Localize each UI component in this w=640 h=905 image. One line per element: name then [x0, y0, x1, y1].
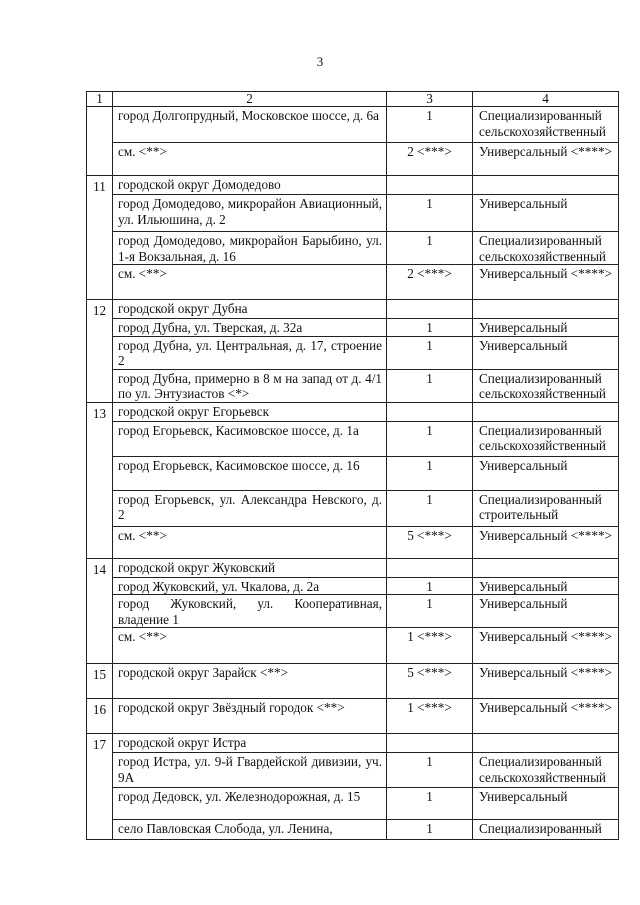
row-number [87, 595, 113, 628]
row-number: 17 [87, 734, 113, 753]
market-type: Универсальный [473, 595, 619, 628]
header-col-1: 1 [87, 92, 113, 107]
table-row [87, 490, 619, 526]
section-row [87, 734, 619, 753]
row-number [87, 336, 113, 369]
row-number [87, 319, 113, 337]
market-type: Универсальный [473, 456, 619, 490]
market-count: 1 <***> [387, 699, 473, 734]
market-type: Специализированный сельскохозяйственный [473, 232, 619, 265]
table-header-row [87, 92, 619, 107]
market-address: см. <**> [113, 628, 387, 664]
table-row [87, 143, 619, 176]
markets-table [86, 91, 619, 840]
market-type: Специализированный строительный [473, 490, 619, 526]
row-number: 11 [87, 176, 113, 195]
market-type: Универсальный <****> [473, 265, 619, 300]
market-address: город Истра, ул. 9-й Гвардейской дивизии, уч. 9А [113, 753, 387, 788]
district-name: городской округ Жуковский [113, 558, 387, 577]
header-col-3: 3 [387, 92, 473, 107]
market-address: город Жуковский, ул. Чкалова, д. 2а [113, 577, 387, 595]
district-name: городской округ Истра [113, 734, 387, 753]
table-row [87, 456, 619, 490]
market-count: 1 [387, 195, 473, 232]
market-count: 1 [387, 595, 473, 628]
market-address: город Егорьевск, Касимовское шоссе, д. 1а [113, 421, 387, 456]
row-number [87, 265, 113, 300]
market-count: 1 [387, 456, 473, 490]
market-type [473, 300, 619, 319]
table-row [87, 664, 619, 699]
market-count [387, 734, 473, 753]
market-count [387, 558, 473, 577]
market-type [473, 558, 619, 577]
row-number [87, 753, 113, 788]
market-type: Универсальный <****> [473, 699, 619, 734]
market-type [473, 402, 619, 421]
market-count: 5 <***> [387, 526, 473, 558]
table-row [87, 336, 619, 369]
section-row [87, 558, 619, 577]
market-type [473, 734, 619, 753]
market-count: 1 <***> [387, 628, 473, 664]
market-type: Специализированный сельскохозяйственный [473, 421, 619, 456]
market-count: 2 <***> [387, 143, 473, 176]
market-address: город Дубна, ул. Тверская, д. 32а [113, 319, 387, 337]
market-count: 1 [387, 490, 473, 526]
market-address: городской округ Звёздный городок <**> [113, 699, 387, 734]
market-address: город Егорьевск, ул. Александра Невского, д. 2 [113, 490, 387, 526]
market-address: городской округ Зарайск <**> [113, 664, 387, 699]
table-row [87, 699, 619, 734]
row-number [87, 526, 113, 558]
page-number: 3 [316, 54, 324, 69]
market-address: село Павловская Слобода, ул. Ленина, [113, 820, 387, 840]
table-row [87, 265, 619, 300]
header-col-2: 2 [113, 92, 387, 107]
market-count: 1 [387, 369, 473, 402]
district-name: городской округ Домодедово [113, 176, 387, 195]
market-type: Специализированный сельскохозяйственный [473, 369, 619, 402]
table-row [87, 788, 619, 820]
market-count: 1 [387, 319, 473, 337]
market-address: город Егорьевск, Касимовское шоссе, д. 16 [113, 456, 387, 490]
market-address: город Дубна, примерно в 8 м на запад от д. 4/1 по ул. Энтузиастов <*> [113, 369, 387, 402]
table-row [87, 628, 619, 664]
market-count: 1 [387, 232, 473, 265]
market-address: город Домодедово, микрорайон Авиационный, ул. Ильюшина, д. 2 [113, 195, 387, 232]
market-type: Универсальный <****> [473, 628, 619, 664]
table-row [87, 820, 619, 840]
row-number [87, 143, 113, 176]
row-number: 16 [87, 699, 113, 734]
market-count: 1 [387, 107, 473, 143]
market-count: 1 [387, 577, 473, 595]
table-row [87, 577, 619, 595]
market-type: Специализированный сельскохозяйственный [473, 753, 619, 788]
table-row [87, 369, 619, 402]
market-address: город Домодедово, микрорайон Барыбино, ул. 1-я Вокзальная, д. 16 [113, 232, 387, 265]
market-type: Универсальный <****> [473, 143, 619, 176]
row-number [87, 232, 113, 265]
row-number [87, 369, 113, 402]
market-type: Универсальный <****> [473, 664, 619, 699]
table-row [87, 195, 619, 232]
market-type: Универсальный <****> [473, 526, 619, 558]
market-count [387, 402, 473, 421]
table-row [87, 595, 619, 628]
row-number: 15 [87, 664, 113, 699]
table-row [87, 753, 619, 788]
row-number: 12 [87, 300, 113, 319]
market-address: см. <**> [113, 265, 387, 300]
market-count: 5 <***> [387, 664, 473, 699]
row-number [87, 628, 113, 664]
market-address: город Жуковский, ул. Кооперативная, владение 1 [113, 595, 387, 628]
district-name: городской округ Дубна [113, 300, 387, 319]
market-address: город Дедовск, ул. Железнодорожная, д. 15 [113, 788, 387, 820]
market-count: 2 <***> [387, 265, 473, 300]
market-type: Специализированный [473, 820, 619, 840]
market-count [387, 300, 473, 319]
row-number [87, 456, 113, 490]
row-number [87, 820, 113, 840]
market-type: Универсальный [473, 336, 619, 369]
row-number [87, 490, 113, 526]
row-number [87, 421, 113, 456]
market-address: см. <**> [113, 526, 387, 558]
section-row [87, 402, 619, 421]
market-count: 1 [387, 753, 473, 788]
market-count: 1 [387, 820, 473, 840]
section-row [87, 176, 619, 195]
market-type: Универсальный [473, 319, 619, 337]
section-row [87, 300, 619, 319]
market-type: Универсальный [473, 788, 619, 820]
table-row [87, 421, 619, 456]
row-number: 14 [87, 558, 113, 577]
row-number [87, 577, 113, 595]
table-row [87, 232, 619, 265]
table-row [87, 107, 619, 143]
market-address: город Долгопрудный, Московское шоссе, д. 6а [113, 107, 387, 143]
market-type: Универсальный [473, 577, 619, 595]
market-type [473, 176, 619, 195]
header-col-4: 4 [473, 92, 619, 107]
row-number [87, 195, 113, 232]
market-type: Универсальный [473, 195, 619, 232]
row-number: 13 [87, 402, 113, 421]
market-count: 1 [387, 788, 473, 820]
table-row [87, 526, 619, 558]
market-address: город Дубна, ул. Центральная, д. 17, строение 2 [113, 336, 387, 369]
market-count: 1 [387, 336, 473, 369]
district-name: городской округ Егорьевск [113, 402, 387, 421]
market-type: Специализированный сельскохозяйственный [473, 107, 619, 143]
market-count [387, 176, 473, 195]
market-count: 1 [387, 421, 473, 456]
row-number [87, 107, 113, 143]
row-number [87, 788, 113, 820]
market-address: см. <**> [113, 143, 387, 176]
table-row [87, 319, 619, 337]
